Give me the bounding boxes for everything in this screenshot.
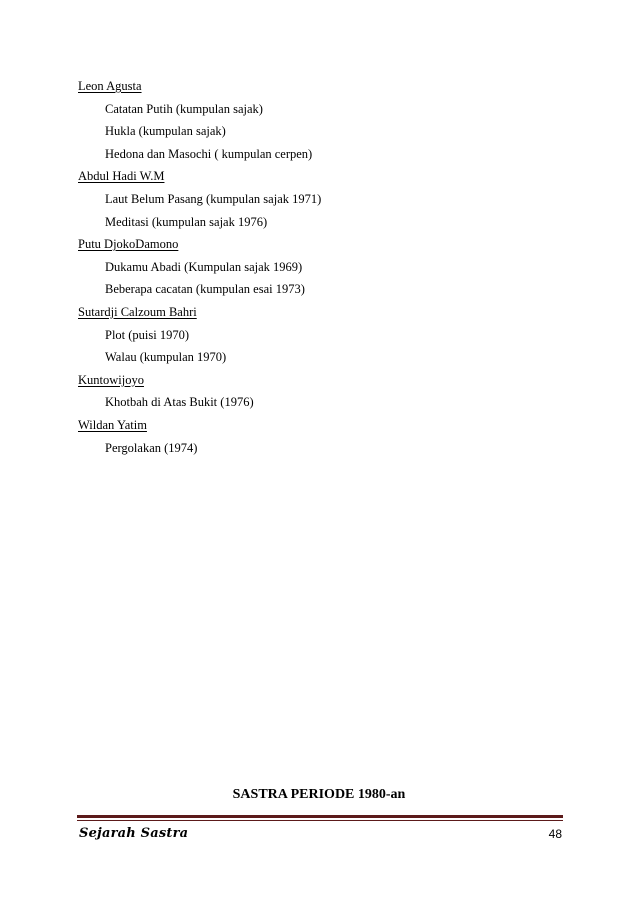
author-name: Abdul Hadi W.M (78, 169, 165, 184)
work-item: Walau (kumpulan 1970) (105, 350, 227, 365)
work-item: Dukamu Abadi (Kumpulan sajak 1969) (105, 259, 303, 274)
author-name: Putu DjokoDamono (78, 237, 179, 252)
work-item: Hedona dan Masochi ( kumpulan cerpen) (105, 146, 313, 161)
work-item: Pergolakan (1974) (105, 440, 198, 455)
page-number: 48 (548, 827, 562, 841)
footer-divider-thin (77, 820, 563, 821)
author-works-list (78, 75, 578, 459)
footer-title: Sejarah Sastra (79, 826, 189, 841)
section-heading: SASTRA PERIODE 1980-an (232, 787, 406, 802)
author-name: Kuntowijoyo (78, 372, 144, 387)
work-item: Hukla (kumpulan sajak) (105, 124, 226, 139)
author-name: Sutardji Calzoum Bahri (78, 304, 197, 319)
author-name: Leon Agusta (78, 79, 142, 93)
footer-divider (77, 815, 563, 818)
author-name: Wildan Yatim (78, 417, 147, 432)
work-item: Plot (puisi 1970) (105, 327, 190, 342)
work-item: Catatan Putih (kumpulan sajak) (105, 101, 263, 116)
work-item: Meditasi (kumpulan sajak 1976) (105, 214, 268, 229)
work-item: Beberapa cacatan (kumpulan esai 1973) (105, 282, 305, 297)
work-item: Khotbah di Atas Bukit (1976) (105, 395, 254, 410)
work-item: Laut Belum Pasang (kumpulan sajak 1971) (105, 191, 322, 206)
